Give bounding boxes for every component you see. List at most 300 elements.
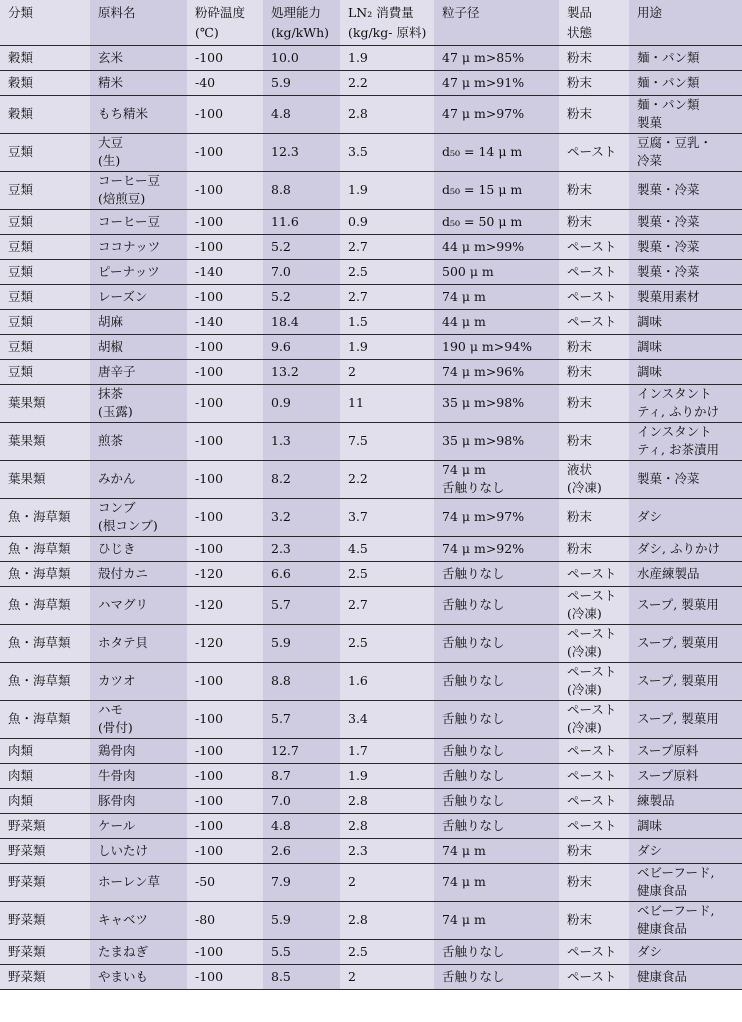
- cell-grind-temp-line: -100: [195, 144, 224, 159]
- cell-product-state-line: (冷凍): [567, 480, 602, 495]
- cell-particle-size-line: 舌触りなし: [442, 943, 505, 959]
- cell-ln2-consumption: [340, 498, 434, 536]
- cell-ln2-consumption-line: 2.5: [348, 263, 368, 279]
- cell-ln2-consumption-line: 1.9: [348, 182, 368, 197]
- cell-grind-temp: [187, 863, 263, 901]
- cell-product-state: [559, 662, 629, 700]
- cell-usage-line: 豆腐・豆乳・: [637, 135, 713, 150]
- cell-grind-temp: [187, 133, 263, 171]
- cell-usage-line: 調味: [637, 338, 663, 354]
- cell-material-line: ココナッツ: [98, 238, 161, 254]
- cell-material: [90, 334, 187, 359]
- cell-category-line: 豆類: [8, 144, 34, 159]
- table-row: [0, 763, 742, 788]
- header-capacity-line: 処理能力: [271, 5, 322, 20]
- cell-category-line: 穀類: [8, 106, 34, 121]
- cell-capacity: [263, 901, 340, 939]
- cell-ln2-consumption: [340, 838, 434, 863]
- cell-product-state-line: 粉末: [567, 49, 593, 65]
- cell-category-line: 野菜類: [8, 968, 46, 984]
- header-grind-temp-line: (℃): [195, 25, 219, 40]
- cell-particle-size-line: 47 μ m>85%: [442, 49, 525, 65]
- cell-material-line: 胡麻: [98, 313, 124, 329]
- cell-product-state-line: 粉末: [567, 182, 593, 197]
- cell-particle-size: [434, 384, 559, 422]
- header-material-line: 原料名: [98, 5, 136, 20]
- cell-product-state-line: 液状: [567, 462, 593, 477]
- cell-ln2-consumption-line: 4.5: [348, 540, 368, 556]
- cell-category: [0, 939, 90, 964]
- table-row: [0, 334, 742, 359]
- header-grind-temp-line: 粉砕温度: [195, 5, 246, 20]
- cell-grind-temp: [187, 586, 263, 624]
- cell-usage: [629, 662, 742, 700]
- cell-ln2-consumption: [340, 901, 434, 939]
- cell-ln2-consumption: [340, 586, 434, 624]
- cell-usage: [629, 70, 742, 95]
- cell-particle-size: [434, 460, 559, 498]
- cell-capacity: [263, 939, 340, 964]
- cell-particle-size-line: d₅₀ = 14 μ m: [442, 144, 523, 159]
- cell-category-line: 肉類: [8, 767, 34, 783]
- cell-product-state: [559, 738, 629, 763]
- cell-grind-temp: [187, 561, 263, 586]
- cell-product-state-line: ペースト: [567, 588, 617, 603]
- cell-grind-temp: [187, 284, 263, 309]
- cell-grind-temp-line: -100: [195, 182, 224, 197]
- cell-category: [0, 788, 90, 813]
- cell-grind-temp-line: -120: [195, 565, 224, 581]
- table-row: [0, 95, 742, 133]
- cell-category: [0, 738, 90, 763]
- table-row: [0, 863, 742, 901]
- cell-product-state: [559, 863, 629, 901]
- cell-particle-size-line: 44 μ m>99%: [442, 238, 525, 254]
- cell-particle-size: [434, 133, 559, 171]
- cell-product-state-line: (冷凍): [567, 606, 602, 621]
- table-row: [0, 45, 742, 70]
- cell-particle-size-line: 舌触りなし: [442, 711, 505, 726]
- cell-product-state-line: ペースト: [567, 943, 617, 959]
- cell-ln2-consumption-line: 2.5: [348, 565, 368, 581]
- cell-material-line: 鶏骨肉: [98, 742, 136, 758]
- cell-grind-temp-line: -40: [195, 74, 216, 90]
- cell-grind-temp: [187, 662, 263, 700]
- cell-particle-size: [434, 309, 559, 334]
- cell-grind-temp: [187, 171, 263, 209]
- cell-particle-size: [434, 964, 559, 989]
- header-product-state-line: 状態: [567, 25, 593, 40]
- cell-product-state-line: ペースト: [567, 767, 617, 783]
- cell-product-state: [559, 460, 629, 498]
- cell-grind-temp: [187, 234, 263, 259]
- header-capacity-line: (kg/kWh): [271, 25, 330, 40]
- cell-product-state-line: 粉末: [567, 395, 593, 410]
- cell-material-line: コンブ: [98, 500, 136, 515]
- cell-usage-line: 健康食品: [637, 883, 688, 898]
- table-row: [0, 561, 742, 586]
- cell-category: [0, 309, 90, 334]
- cell-usage: [629, 309, 742, 334]
- cell-grind-temp-line: -100: [195, 471, 224, 486]
- cell-grind-temp: [187, 309, 263, 334]
- cell-particle-size-line: 74 μ m: [442, 462, 486, 477]
- cell-category-line: 葉果類: [8, 395, 46, 410]
- cell-capacity-line: 10.0: [271, 49, 299, 65]
- header-particle-size-line: 粒子径: [442, 5, 480, 20]
- cell-category: [0, 964, 90, 989]
- cell-usage-line: 製菓・冷菜: [637, 263, 700, 279]
- cell-capacity-line: 9.6: [271, 338, 291, 354]
- cell-category: [0, 662, 90, 700]
- cell-material: [90, 964, 187, 989]
- cell-usage: [629, 460, 742, 498]
- cell-category: [0, 422, 90, 460]
- cell-capacity: [263, 498, 340, 536]
- cell-capacity-line: 2.6: [271, 842, 291, 858]
- cell-ln2-consumption: [340, 384, 434, 422]
- cell-ln2-consumption: [340, 964, 434, 989]
- cell-material: [90, 813, 187, 838]
- cell-capacity-line: 8.5: [271, 968, 291, 984]
- cell-material-line: キャベツ: [98, 912, 149, 927]
- cell-particle-size: [434, 662, 559, 700]
- cell-grind-temp-line: -140: [195, 313, 224, 329]
- cell-product-state-line: (冷凍): [567, 720, 602, 735]
- cell-material-line: ホーレン草: [98, 874, 160, 889]
- cell-product-state-line: ペースト: [567, 742, 617, 758]
- cell-ln2-consumption: [340, 209, 434, 234]
- cell-ln2-consumption-line: 7.5: [348, 433, 368, 448]
- cell-capacity-line: 5.5: [271, 943, 291, 959]
- cell-capacity: [263, 284, 340, 309]
- cell-category: [0, 234, 90, 259]
- cell-capacity: [263, 738, 340, 763]
- cell-grind-temp: [187, 460, 263, 498]
- cell-particle-size: [434, 259, 559, 284]
- cell-material-line: ひじき: [98, 540, 136, 556]
- cell-category-line: 魚・海草類: [8, 711, 71, 726]
- header-ln2-consumption: [340, 0, 434, 45]
- cell-product-state-line: ペースト: [567, 968, 617, 984]
- table-row: [0, 738, 742, 763]
- cell-category-line: 豆類: [8, 182, 34, 197]
- cell-grind-temp: [187, 70, 263, 95]
- cell-usage: [629, 45, 742, 70]
- cell-grind-temp: [187, 422, 263, 460]
- cell-product-state: [559, 586, 629, 624]
- cell-ln2-consumption-line: 1.9: [348, 338, 368, 354]
- cell-product-state-line: ペースト: [567, 817, 617, 833]
- cell-grind-temp-line: -100: [195, 395, 224, 410]
- cell-capacity-line: 6.6: [271, 565, 291, 581]
- cell-capacity: [263, 561, 340, 586]
- cell-material: [90, 788, 187, 813]
- cell-particle-size-line: 舌触りなし: [442, 817, 505, 833]
- cell-category-line: 野菜類: [8, 817, 46, 833]
- cell-capacity-line: 7.0: [271, 792, 291, 808]
- cell-category: [0, 384, 90, 422]
- cell-product-state-line: ペースト: [567, 313, 617, 329]
- cell-category-line: 魚・海草類: [8, 540, 71, 556]
- cell-category-line: 肉類: [8, 792, 34, 808]
- cell-capacity-line: 5.2: [271, 288, 291, 304]
- cell-particle-size-line: 74 μ m: [442, 288, 486, 304]
- cell-material-line: (根コンブ): [98, 518, 158, 533]
- cell-capacity: [263, 838, 340, 863]
- cell-usage-line: ティ, ふりかけ: [637, 404, 719, 419]
- cell-capacity-line: 7.0: [271, 263, 291, 279]
- cell-particle-size-line: 35 μ m>98%: [442, 433, 525, 448]
- header-ln2-consumption-line: LN₂ 消費量: [348, 5, 414, 20]
- cell-category-line: 魚・海草類: [8, 597, 71, 612]
- cell-category-line: 野菜類: [8, 842, 46, 858]
- cell-material-line: ケール: [98, 817, 136, 833]
- header-category: [0, 0, 90, 45]
- cell-grind-temp-line: -100: [195, 106, 224, 121]
- cell-material: [90, 863, 187, 901]
- cell-product-state: [559, 422, 629, 460]
- cell-particle-size-line: 舌触りなし: [442, 792, 505, 808]
- header-product-state-line: 製品: [567, 5, 593, 20]
- cell-particle-size-line: 舌触りなし: [442, 742, 505, 758]
- cell-particle-size-line: 47 μ m>97%: [442, 106, 525, 121]
- cell-particle-size-line: d₅₀ = 15 μ m: [442, 182, 523, 197]
- cell-product-state-line: (冷凍): [567, 682, 602, 697]
- cell-particle-size-line: 74 μ m>96%: [442, 363, 525, 379]
- cell-category: [0, 561, 90, 586]
- cell-usage: [629, 939, 742, 964]
- cell-capacity: [263, 763, 340, 788]
- cell-category: [0, 284, 90, 309]
- cell-capacity: [263, 700, 340, 738]
- cell-usage: [629, 284, 742, 309]
- cell-ln2-consumption-line: 3.7: [348, 509, 368, 524]
- cell-product-state-line: 粉末: [567, 363, 593, 379]
- cell-category: [0, 536, 90, 561]
- cell-usage: [629, 586, 742, 624]
- cell-usage: [629, 964, 742, 989]
- cell-material: [90, 561, 187, 586]
- cell-material: [90, 359, 187, 384]
- cell-capacity: [263, 334, 340, 359]
- cell-category-line: 葉果類: [8, 471, 46, 486]
- cell-capacity-line: 8.7: [271, 767, 291, 783]
- table-row: [0, 498, 742, 536]
- cell-particle-size: [434, 498, 559, 536]
- cell-capacity: [263, 309, 340, 334]
- cell-capacity: [263, 70, 340, 95]
- cell-usage-line: 製菓・冷菜: [637, 471, 700, 486]
- cell-usage: [629, 561, 742, 586]
- cell-ln2-consumption: [340, 309, 434, 334]
- cell-particle-size: [434, 561, 559, 586]
- cell-ln2-consumption-line: 2.8: [348, 817, 368, 833]
- cell-usage-line: 製菓・冷菜: [637, 238, 700, 254]
- cell-grind-temp: [187, 259, 263, 284]
- cell-ln2-consumption: [340, 133, 434, 171]
- cell-grind-temp: [187, 901, 263, 939]
- cell-category: [0, 901, 90, 939]
- cell-capacity-line: 8.2: [271, 471, 291, 486]
- cell-usage-line: ダシ: [637, 509, 663, 524]
- cell-particle-size-line: 74 μ m>97%: [442, 509, 525, 524]
- cell-capacity-line: 7.9: [271, 874, 291, 889]
- cell-ln2-consumption-line: 2: [348, 874, 356, 889]
- cell-capacity-line: 3.2: [271, 509, 291, 524]
- cell-capacity: [263, 863, 340, 901]
- cell-material: [90, 460, 187, 498]
- cell-grind-temp: [187, 95, 263, 133]
- cell-ln2-consumption: [340, 359, 434, 384]
- cell-usage-line: ダシ: [637, 943, 663, 959]
- cell-capacity: [263, 813, 340, 838]
- cell-material: [90, 70, 187, 95]
- cell-usage: [629, 901, 742, 939]
- cell-usage-line: 調味: [637, 363, 663, 379]
- cell-product-state-line: ペースト: [567, 664, 617, 679]
- cell-category: [0, 838, 90, 863]
- cell-ln2-consumption-line: 2.8: [348, 912, 368, 927]
- header-usage-line: 用途: [637, 5, 663, 20]
- cell-ln2-consumption: [340, 763, 434, 788]
- cell-ln2-consumption-line: 1.7: [348, 742, 368, 758]
- table-row: [0, 171, 742, 209]
- cell-ln2-consumption-line: 0.9: [348, 213, 368, 229]
- cell-usage-line: 練製品: [637, 792, 675, 808]
- cell-grind-temp: [187, 813, 263, 838]
- cell-particle-size-line: 74 μ m: [442, 912, 486, 927]
- cell-material: [90, 209, 187, 234]
- cell-product-state-line: 粉末: [567, 213, 593, 229]
- cell-product-state-line: (冷凍): [567, 644, 602, 659]
- table-row: [0, 384, 742, 422]
- cell-particle-size-line: 190 μ m>94%: [442, 338, 533, 354]
- cell-material-line: カツオ: [98, 673, 136, 688]
- table-row: [0, 209, 742, 234]
- cell-grind-temp: [187, 334, 263, 359]
- cell-ln2-consumption: [340, 624, 434, 662]
- cell-usage-line: スープ, 製菓用: [637, 673, 719, 688]
- cell-grind-temp-line: -100: [195, 49, 224, 65]
- cell-usage: [629, 234, 742, 259]
- table-row: [0, 234, 742, 259]
- cell-grind-temp: [187, 359, 263, 384]
- cell-grind-temp: [187, 209, 263, 234]
- cell-grind-temp: [187, 939, 263, 964]
- cell-product-state: [559, 536, 629, 561]
- cell-capacity: [263, 384, 340, 422]
- cell-usage: [629, 209, 742, 234]
- cell-usage: [629, 95, 742, 133]
- cell-capacity: [263, 45, 340, 70]
- cell-usage: [629, 334, 742, 359]
- cell-material-line: ホタテ貝: [98, 635, 149, 650]
- cell-material-line: コーヒー豆: [98, 213, 161, 229]
- cell-grind-temp: [187, 763, 263, 788]
- cell-particle-size-line: 500 μ m: [442, 263, 494, 279]
- cell-grind-temp: [187, 45, 263, 70]
- cell-ln2-consumption: [340, 334, 434, 359]
- cell-ln2-consumption: [340, 45, 434, 70]
- cell-material-line: しいたけ: [98, 842, 149, 858]
- cell-ln2-consumption: [340, 234, 434, 259]
- cell-usage: [629, 863, 742, 901]
- cell-grind-temp: [187, 838, 263, 863]
- cell-product-state: [559, 624, 629, 662]
- cell-material-line: 大豆: [98, 135, 124, 150]
- cell-product-state: [559, 259, 629, 284]
- cell-grind-temp: [187, 700, 263, 738]
- cell-ln2-consumption: [340, 460, 434, 498]
- cell-product-state-line: ペースト: [567, 238, 617, 254]
- cell-capacity: [263, 460, 340, 498]
- cell-capacity-line: 18.4: [271, 313, 299, 329]
- cell-usage: [629, 498, 742, 536]
- cell-product-state-line: ペースト: [567, 263, 617, 279]
- cell-particle-size-line: 35 μ m>98%: [442, 395, 525, 410]
- table-row: [0, 309, 742, 334]
- cell-product-state: [559, 838, 629, 863]
- cell-product-state-line: ペースト: [567, 144, 617, 159]
- cell-usage-line: 調味: [637, 313, 663, 329]
- cell-ln2-consumption-line: 1.6: [348, 673, 368, 688]
- header-category-line: 分類: [8, 5, 34, 20]
- cell-material: [90, 259, 187, 284]
- cell-usage: [629, 171, 742, 209]
- cell-particle-size: [434, 813, 559, 838]
- cell-material-line: (骨付): [98, 720, 133, 735]
- cell-grind-temp-line: -100: [195, 817, 224, 833]
- cell-category: [0, 209, 90, 234]
- cell-ln2-consumption-line: 2: [348, 363, 356, 379]
- cell-usage-line: インスタント: [637, 424, 712, 439]
- cell-grind-temp: [187, 964, 263, 989]
- table-row: [0, 788, 742, 813]
- cell-particle-size-line: d₅₀ = 50 μ m: [442, 213, 523, 229]
- cell-category-line: 穀類: [8, 49, 34, 65]
- cell-usage: [629, 536, 742, 561]
- cell-material-line: もち精米: [98, 106, 149, 121]
- cell-category-line: 野菜類: [8, 943, 46, 959]
- cell-material-line: ハモ: [98, 702, 124, 717]
- cell-grind-temp-line: -100: [195, 509, 224, 524]
- cell-category: [0, 259, 90, 284]
- cell-product-state-line: 粉末: [567, 433, 593, 448]
- cell-product-state-line: 粉末: [567, 509, 593, 524]
- cell-grind-temp-line: -100: [195, 288, 224, 304]
- cell-particle-size: [434, 700, 559, 738]
- cell-particle-size: [434, 788, 559, 813]
- cell-product-state: [559, 95, 629, 133]
- cell-category: [0, 498, 90, 536]
- cell-product-state-line: 粉末: [567, 74, 593, 90]
- cell-capacity: [263, 586, 340, 624]
- cell-particle-size-line: 47 μ m>91%: [442, 74, 525, 90]
- cell-material: [90, 498, 187, 536]
- cell-ln2-consumption-line: 3.5: [348, 144, 368, 159]
- cell-usage: [629, 788, 742, 813]
- cell-capacity: [263, 422, 340, 460]
- header-material: [90, 0, 187, 45]
- cell-material-line: 煎茶: [98, 433, 124, 448]
- header-grind-temp: [187, 0, 263, 45]
- cell-material-line: (生): [98, 153, 121, 168]
- cell-ln2-consumption-line: 11: [348, 395, 364, 410]
- cell-capacity: [263, 234, 340, 259]
- cell-ln2-consumption-line: 2.2: [348, 74, 368, 90]
- table-row: [0, 662, 742, 700]
